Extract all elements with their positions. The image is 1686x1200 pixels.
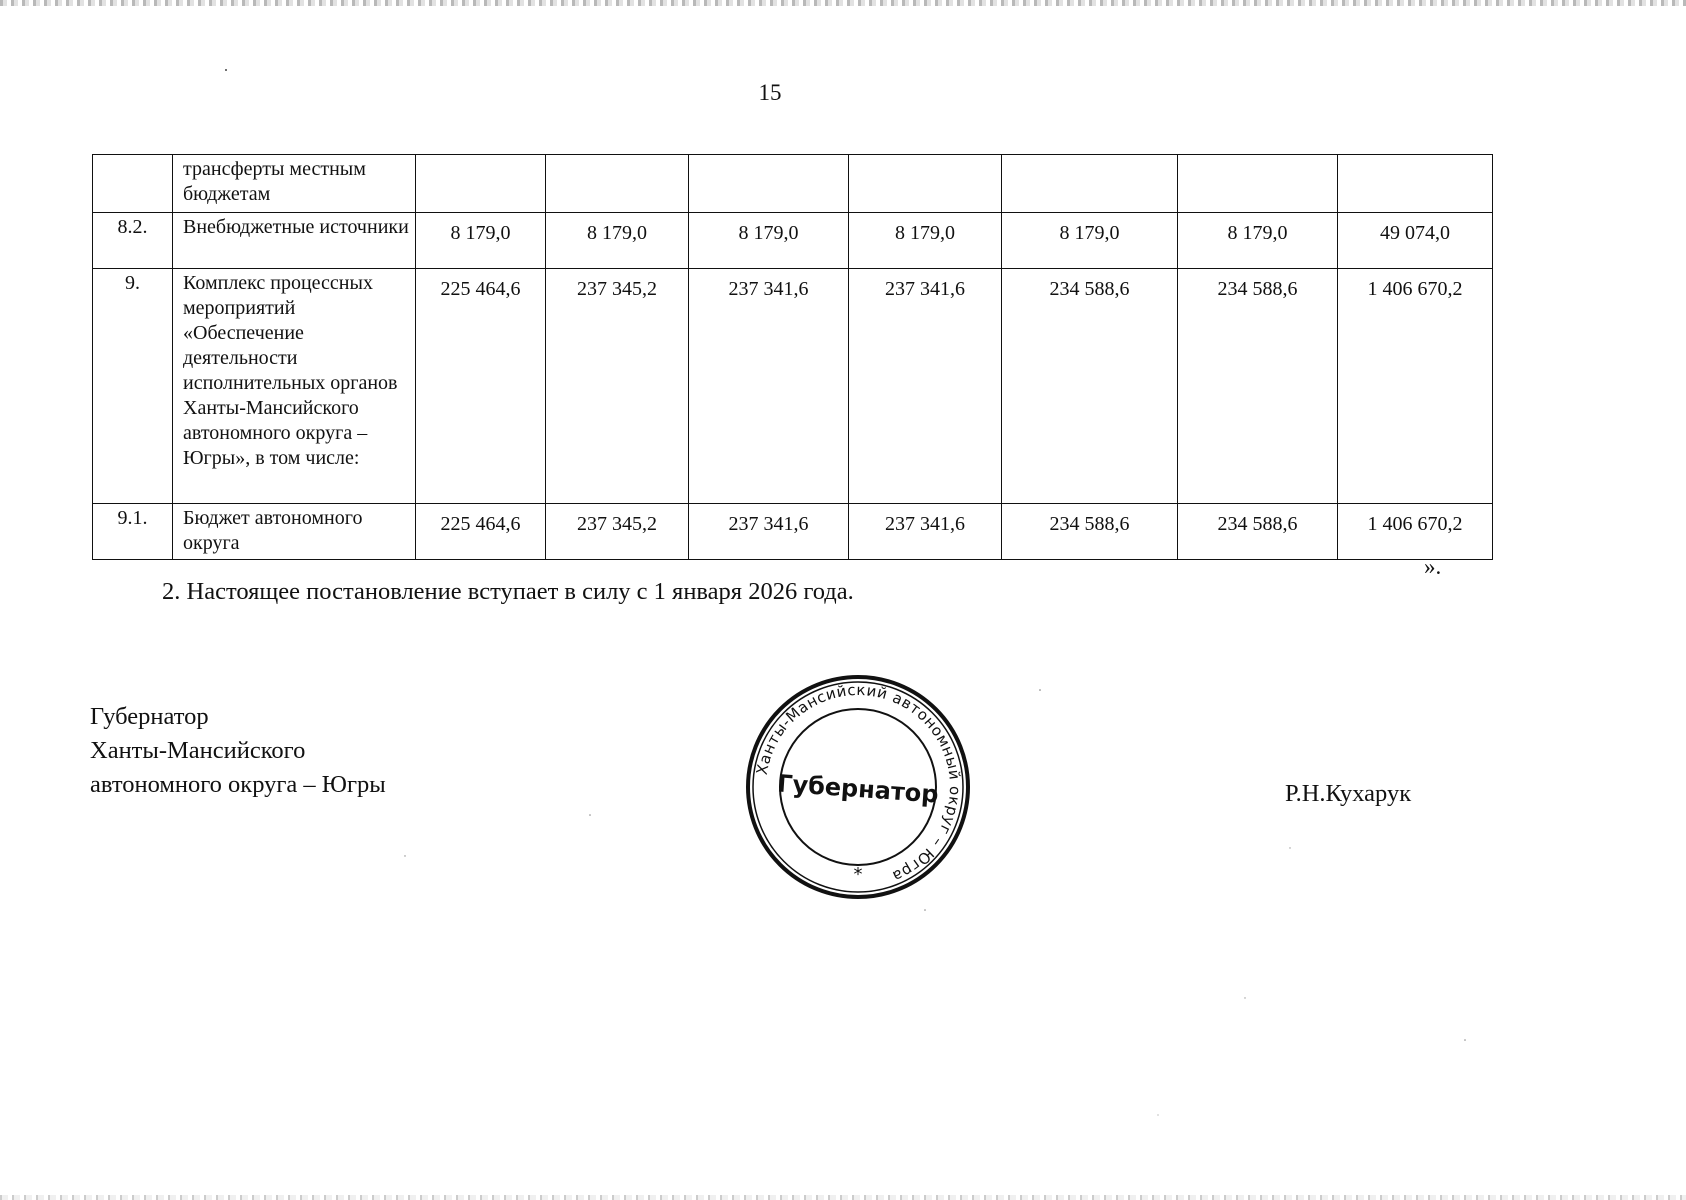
cell-value: 225 464,6 [416,504,546,560]
cell-value [416,155,546,213]
cell-value: 8 179,0 [689,213,849,269]
budget-table [92,154,1493,560]
cell-value: 8 179,0 [416,213,546,269]
cell-value: 8 179,0 [849,213,1002,269]
cell-value [546,155,689,213]
table-row [93,504,1493,560]
effective-date-clause: 2. Настоящее постановление вступает в силу с 1 января 2026 года. [162,578,854,605]
row-name: трансферты местным бюджетам [173,155,416,213]
signatory-line: автономного округа – Югры [90,771,386,798]
cell-value: 234 588,6 [1178,504,1338,560]
table-row [93,155,1493,213]
cell-value [1178,155,1338,213]
row-index: 8.2. [93,213,173,269]
row-name: Бюджет автономного округа [173,504,416,560]
cell-value: 234 588,6 [1178,269,1338,504]
signatory-line: Ханты-Мансийского [90,737,306,764]
cell-value: 8 179,0 [1178,213,1338,269]
cell-value: 8 179,0 [546,213,689,269]
row-index: 9. [93,269,173,504]
cell-value: 237 341,6 [849,504,1002,560]
row-name: Внебюджетные источники [173,213,416,269]
cell-value: 237 345,2 [546,504,689,560]
row-index: 9.1. [93,504,173,560]
governor-seal-stamp [743,672,973,902]
signatory-line: Губернатор [90,703,209,730]
cell-value: 237 341,6 [849,269,1002,504]
cell-value [1338,155,1493,213]
cell-value: 234 588,6 [1002,504,1178,560]
cell-value: 237 345,2 [546,269,689,504]
table-row [93,213,1493,269]
cell-value: 237 341,6 [689,504,849,560]
cell-value [1002,155,1178,213]
cell-value: 1 406 670,2 [1338,504,1493,560]
signatory-title [90,700,386,802]
seal-ring-text: Ханты-Мансийский автономный округ – Югра [752,680,965,886]
cell-value: 8 179,0 [1002,213,1178,269]
page-number: 15 [758,80,782,105]
scan-edge-bottom [0,1195,1686,1200]
cell-value [689,155,849,213]
seal-star-icon: * [853,864,863,885]
scan-edge-top [0,0,1686,6]
seal-center-text: Губернатор [776,769,940,809]
cell-value: 237 341,6 [689,269,849,504]
cell-value: 225 464,6 [416,269,546,504]
cell-value: 1 406 670,2 [1338,269,1493,504]
row-name: Комплекс процессных мероприятий «Обеспечение деятельности исполнительных органов Ханты-Мансийского автономного округа – Югры», в том числе: [173,269,416,504]
cell-value: 49 074,0 [1338,213,1493,269]
table-row [93,269,1493,504]
cell-value [849,155,1002,213]
row-index [93,155,173,213]
closing-quote: ». [1424,554,1442,579]
signer-name: Р.Н.Кухарук [1285,780,1412,807]
cell-value: 234 588,6 [1002,269,1178,504]
